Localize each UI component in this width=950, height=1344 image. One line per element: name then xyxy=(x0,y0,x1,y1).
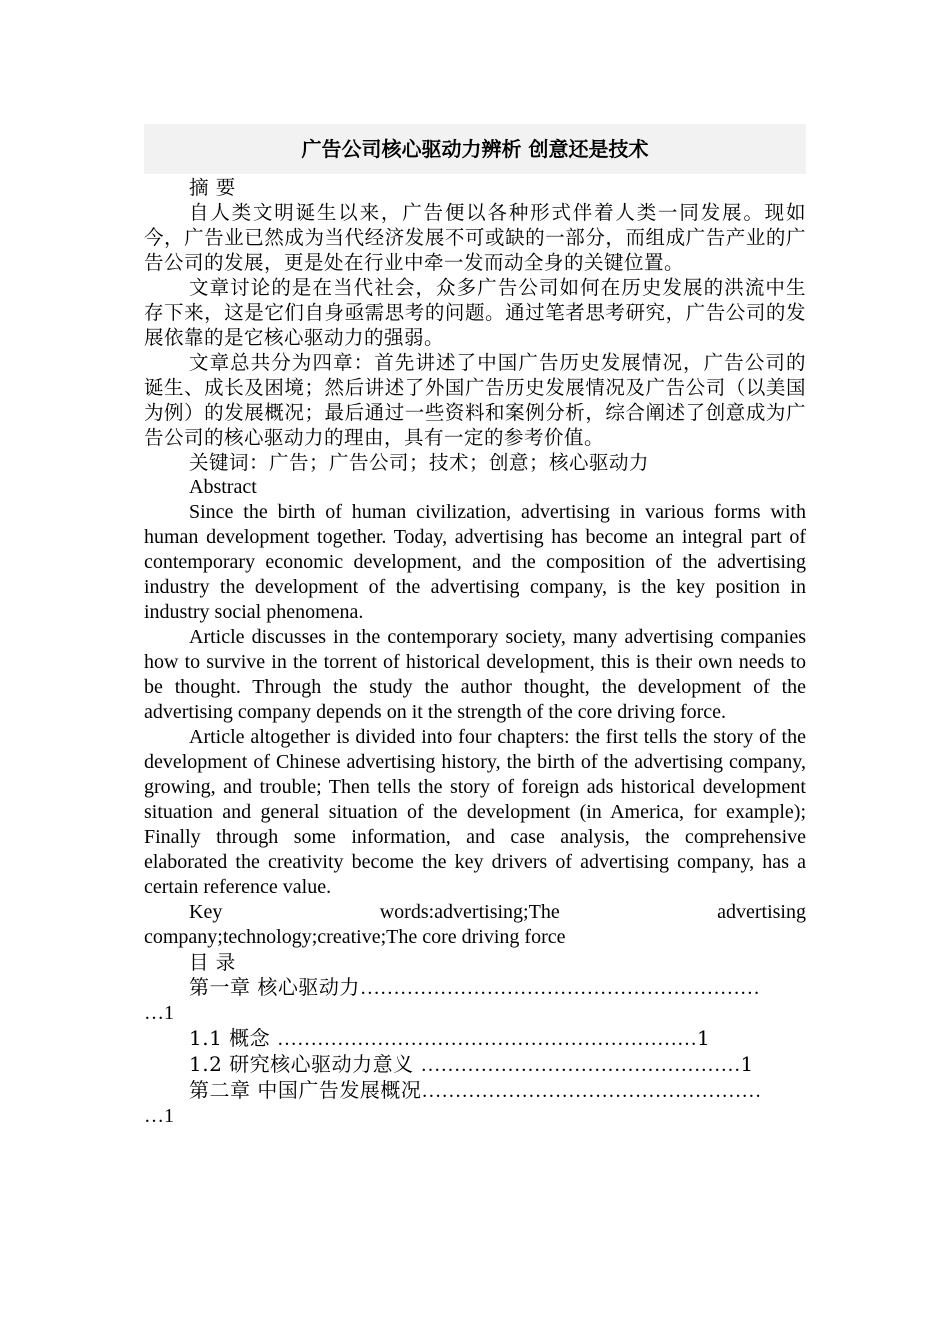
abstract-en-paragraph: Article altogether is divided into four chapters: the first tells the story of the development of Chinese advertising history, the birth of the advertising company, growing, and trouble; Then tells the story of foreign ads historical development situation and general situation of the development (in America, for example); Finally through some information, and case analysis, the comprehensive elaborated the creativity become the key drivers of advertising company, has a certain reference value. xyxy=(144,726,806,898)
toc-entry-dots: …………………………………………… xyxy=(421,1080,762,1102)
abstract-cn-paragraph: 自人类文明诞生以来，广告便以各种形式伴着人类一同发展。现如今，广告业已然成为当代经济发展不可或缺的一部分，而组成广告产业的广告公司的发展，更是处在行业中牵一发而动全身的关键位置。 xyxy=(144,201,806,274)
keywords-word-advertising: words:advertising;The xyxy=(379,901,560,923)
toc-heading: 目 录 xyxy=(189,951,236,974)
toc-entry-label: 第二章 中国广告发展概况 xyxy=(189,1078,422,1102)
keywords-line-2: company;technology;creative;The core driving force xyxy=(144,926,566,948)
abstract-cn-heading: 摘 要 xyxy=(189,176,236,199)
abstract-cn-paragraph: 文章总共分为四章：首先讲述了中国广告历史发展情况，广告公司的诞生、成长及困境；然后讲述了外国广告历史发展情况及广告公司（以美国为例）的发展概况；最后通过一些资料和案例分析，综合阐述了创意成为广告公司的核心驱动力的理由，具有一定的参考价值。 xyxy=(144,351,806,449)
document-title: 广告公司核心驱动力辨析 创意还是技术 xyxy=(144,124,806,174)
toc-entry-page-wrap: …1 xyxy=(144,1105,174,1127)
abstract-cn-paragraph: 文章讨论的是在当代社会，众多广告公司如何在历史发展的洪流中生存下来，这是它们自身亟需思考的问题。通过笔者思考研究，广告公司的发展依靠的是它核心驱动力的强弱。 xyxy=(144,276,806,349)
keywords-word-advertising-2: advertising xyxy=(717,901,806,923)
abstract-en-paragraph: Since the birth of human civilization, advertising in various forms with human development together. Today, advertising has become an integral part of contemporary economic development, and the composition of the advertising industry the development of the advertising company, is the key position in industry social phenomena. xyxy=(144,501,806,623)
abstract-en-keywords xyxy=(144,900,806,950)
toc-entry-1-2[interactable] xyxy=(144,1052,806,1078)
toc-entry-dots: ………………………………………… xyxy=(420,1054,741,1076)
toc-entry-label: 第一章 核心驱动力 xyxy=(189,975,360,999)
toc-entry-page-wrap: …1 xyxy=(144,1002,174,1024)
toc-entry-dots: …………………………………………………… xyxy=(359,977,760,999)
toc-entry-chapter-2[interactable] xyxy=(144,1078,806,1104)
keywords-word-key: Key xyxy=(189,901,223,923)
abstract-en-heading: Abstract xyxy=(189,476,257,498)
document-page xyxy=(144,124,806,1129)
toc-entry-page: 1 xyxy=(740,1052,754,1076)
abstract-en-paragraph: Article discusses in the contemporary society, many advertising companies how to survive in the torrent of historical development, this is their own needs to be thought. Through the study the author thought, the development of the advertising company depends on it the strength of the core driving force. xyxy=(144,626,806,723)
toc-entry-dots: ……………………………………………………… xyxy=(277,1028,698,1050)
toc-entry-label: 1.2 研究核心驱动力意义 xyxy=(189,1052,421,1076)
abstract-cn-keywords: 关键词：广告；广告公司；技术；创意；核心驱动力 xyxy=(189,451,650,474)
toc-entry-label: 1.1 概念 xyxy=(189,1026,278,1050)
toc-entry-page: 1 xyxy=(697,1026,711,1050)
toc-entry-chapter-1[interactable] xyxy=(144,975,806,1001)
toc-entry-1-1[interactable] xyxy=(144,1026,806,1052)
